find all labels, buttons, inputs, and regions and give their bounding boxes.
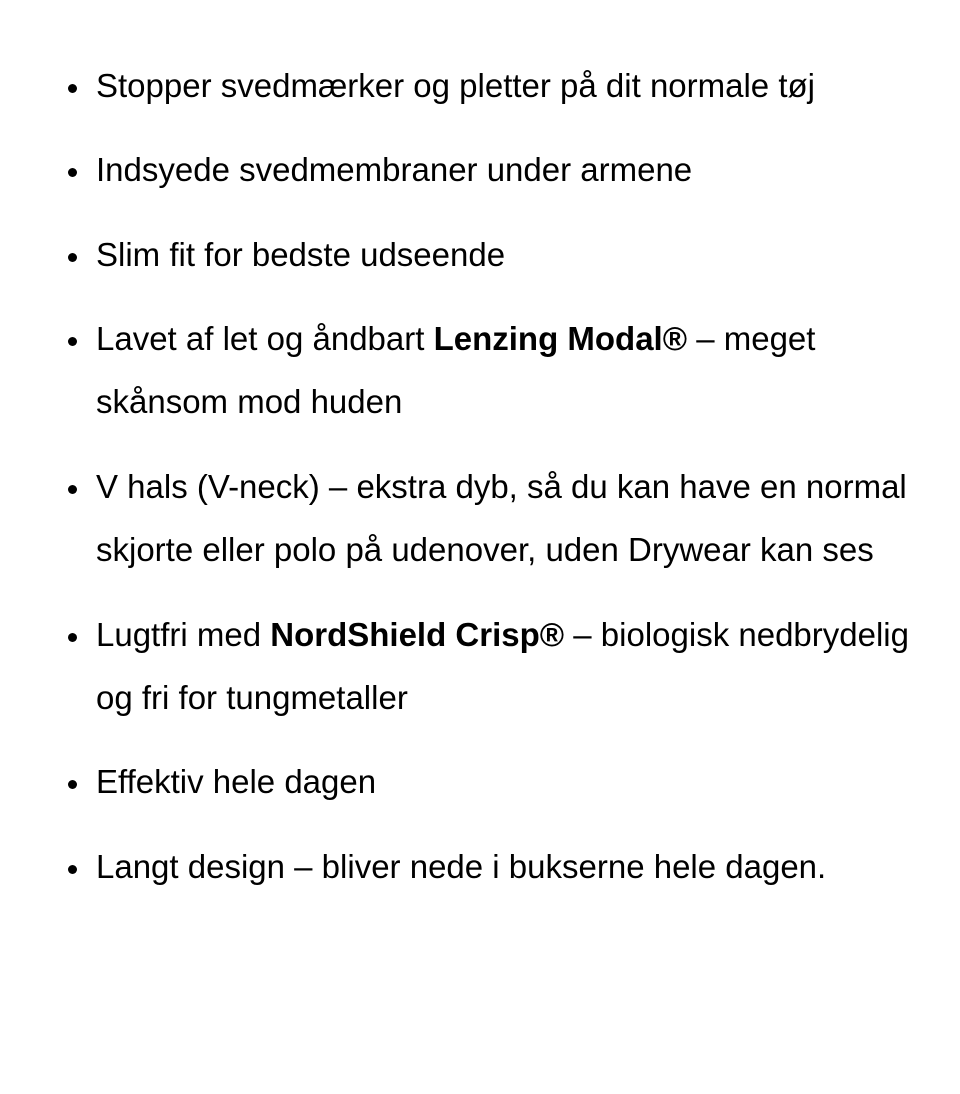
text-segment: Langt design – bliver nede i bukserne hele dagen. [96, 847, 827, 885]
product-feature-list [0, 54, 926, 898]
text-segment: Lugtfri med [96, 615, 271, 653]
text-segment: V hals (V-neck) – ekstra dyb, så du kan have en normal skjorte eller polo på udenover, uden Drywear kan ses [96, 467, 907, 569]
text-segment: Stopper svedmærker og pletter på dit normale tøj [96, 67, 815, 104]
list-item [92, 223, 926, 286]
text-segment: Lavet af let og åndbart [96, 320, 434, 358]
list-item [92, 307, 926, 434]
list-item [92, 603, 926, 730]
list-item [92, 455, 926, 582]
text-segment: Indsyede svedmembraner under armene [96, 151, 693, 189]
list-item [92, 750, 926, 813]
list-item [92, 138, 926, 201]
text-segment: – biologisk nedbrydelig og fri for tungmetaller [96, 615, 909, 716]
text-segment: Effektiv hele dagen [96, 763, 377, 801]
text-segment: – meget skånsom mod huden [96, 320, 816, 421]
list-item [92, 835, 926, 898]
text-segment: Slim fit for bedste udseende [96, 235, 506, 273]
bold-text-segment: Lenzing Modal® [433, 320, 688, 358]
bold-text-segment: NordShield Crisp® [270, 615, 565, 653]
list-item [92, 54, 926, 117]
